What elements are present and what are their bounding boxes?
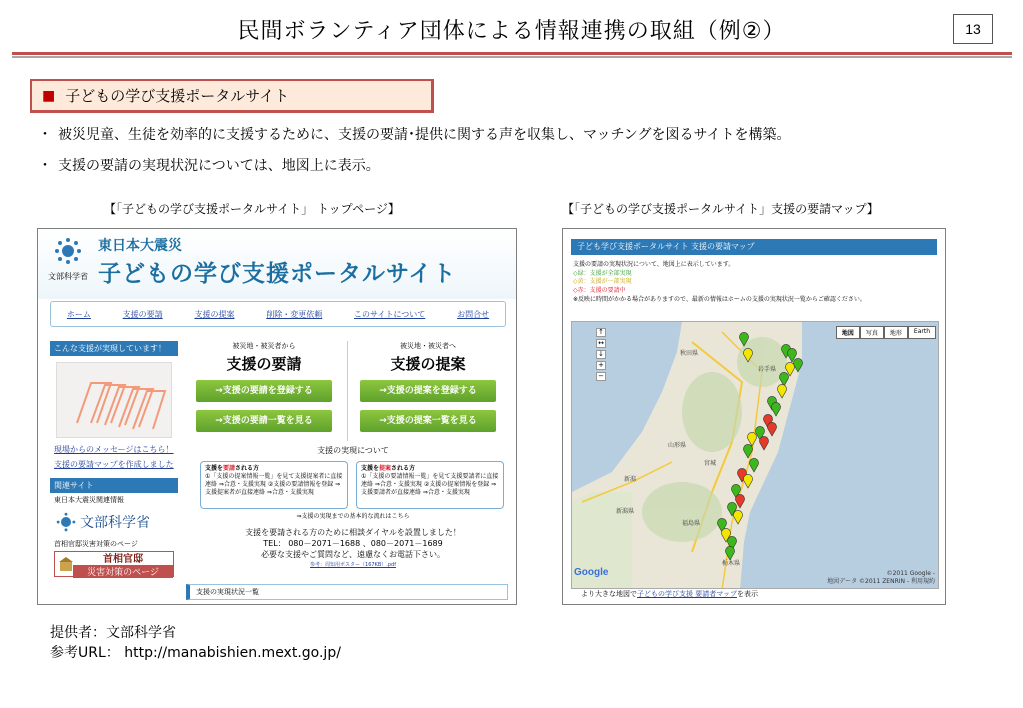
zoom-in-icon[interactable]: + [596,361,606,370]
column-divider [347,341,348,441]
offer-flow-body: ①「支援の要請情報一覧」を見て支援要請者に直接連絡 ⇒合意・支援実現 ②支援の提案情報を登録 ⇒ 支援要請者が直接連絡 ⇒合意・支援実現 [361,473,499,497]
list-offer-button[interactable]: →支援の提案一覧を見る [360,410,496,432]
map-place-label: 栃木県 [722,560,741,567]
related-sites-heading: 関連サイト [50,478,178,493]
map-marker-green[interactable] [794,358,803,372]
map-marker-red[interactable] [760,436,769,450]
mext-emblem-icon [56,512,76,532]
offer-column-sub: 被災地・被災者へ [400,342,456,350]
map-place-label: 新潟 [624,476,637,483]
consult-line-3: 必要な支援やご質問など、遠慮なくお電話下さい。 [261,550,445,560]
portal-top-page-screenshot [37,228,517,605]
map-copyright: ©2011 Google - 地図データ ©2011 ZENRIN - 利用規約 [827,570,935,586]
nav-request[interactable]: 支援の要請 [122,309,163,319]
nav-about[interactable]: このサイトについて [354,309,426,319]
request-flow-box [200,461,348,509]
mext-logo-icon [54,237,82,265]
request-flow-head: 支援を要請される方 [205,465,260,472]
section-heading [30,79,434,113]
messages-link[interactable]: 現場からのメッセージはこちら！ [54,445,174,454]
nav-contact[interactable]: お問合せ [457,309,490,319]
caption-top-page: 【「子どもの学び支援ポータルサイト」 トップページ】 [104,202,400,216]
caption-map-page: 【「子どもの学び支援ポータルサイト」支援の要請マップ】 [562,202,879,216]
pan-left-right-icon[interactable]: ↔ [596,339,606,348]
map-marker-red[interactable] [736,494,745,508]
mext-banner-text: 文部科学省 [80,515,150,531]
legend-red: ◇赤：支援の要請中 [573,287,626,295]
map-place-label: 福島県 [682,520,701,527]
map-marker-yellow[interactable] [744,474,753,488]
register-request-button[interactable]: →支援の要請を登録する [196,380,332,402]
map-marker-yellow[interactable] [734,510,743,524]
portal-org-label: 文部科学省 [48,272,88,281]
request-flow-body: ①「支援の提案情報一覧」を見て支援提案者に直接連絡 ⇒合意・支援実現 ②支援の要請情報を登録 ⇒ 支援提案者が直接連絡 ⇒合意・支援実現 [205,473,343,497]
related-note: 東日本大震災関連情報 [54,496,124,504]
hurdles-image-icon [57,363,171,438]
map-marker-green[interactable] [726,546,735,560]
bullet-item [38,124,790,144]
kantei-banner[interactable] [54,551,174,577]
status-list-bar: 支援の実現状況一覧 [186,584,508,600]
tohoku-map[interactable] [571,321,939,589]
map-intro-text: 支援の要請の実現状況について、地図上に表示しています。 [573,261,735,268]
nav-offer[interactable]: 支援の提案 [194,309,235,319]
map-marker-green[interactable] [772,402,781,416]
map-marker-green[interactable] [750,458,759,472]
map-marker-yellow[interactable] [748,432,757,446]
portal-header [38,229,516,299]
tab-terrain[interactable]: 地形 [884,326,908,339]
nav-home[interactable]: ホーム [66,309,91,319]
consult-dial [198,527,508,561]
map-place-label: 山形県 [668,442,687,449]
legend-yellow: ◇黄：支援が一部実現 [573,278,632,286]
tab-photo[interactable]: 写真 [860,326,884,339]
map-marker-yellow[interactable] [778,384,787,398]
page-number: 13 [953,14,993,44]
section-heading-text: 子どもの学び支援ポータルサイト [65,87,290,105]
mext-banner[interactable] [56,509,172,535]
map-place-label: 岩手県 [758,366,777,373]
consult-line-2: TEL： 080－2071－1688 、080－2071－1689 [263,539,443,549]
offer-flow-box [356,461,504,509]
bullet-item [38,155,380,175]
title-divider-shadow [12,56,1012,58]
offer-column-title: 支援の提案 [390,355,466,373]
larger-map-link[interactable]: 子どもの学び支援 要請者マップ [637,590,737,598]
google-logo: Google [574,567,609,578]
bullet-mark: ・ [38,158,52,174]
reference-url[interactable]: 参考URL： http://manabishien.mext.go.jp/ [50,645,341,661]
nav-edit[interactable]: 削除・変更依頼 [266,309,323,319]
portal-site-title: 子どもの学び支援ポータルサイト [98,261,457,287]
register-offer-button[interactable]: →支援の提案を登録する [360,380,496,402]
bullet-text: 支援の要請の実現状況については、地図上に表示。 [58,158,380,174]
map-place-label: 新潟県 [616,508,635,515]
map-place-label: 宮城 [704,460,717,467]
portal-nav [50,301,506,327]
map-marker-red[interactable] [768,422,777,436]
consult-line-1: 支援を要請される方のために相談ダイヤルを設置しました！ [245,528,461,537]
sidebar-heading: こんな支援が実現しています！ [50,341,178,356]
pan-down-icon[interactable]: ↓ [596,350,606,359]
offer-flow-head: 支援を提案される方 [361,465,416,472]
zoom-out-icon[interactable]: − [596,372,606,381]
request-column-title: 支援の要請 [226,355,302,373]
request-map-screenshot [562,228,946,605]
provider-credit: 提供者：文部科学省 [50,625,176,641]
title-divider [12,52,1012,55]
slide-title: 民間ボランティア団体による情報連携の取組（例②） [237,19,786,44]
square-bullet-icon: ■ [42,87,56,104]
map-marker-yellow[interactable] [744,348,753,362]
support-photo [56,362,172,438]
map-page-header: 子ども学び支援ポータルサイト 支援の要請マップ [571,239,937,255]
kantei-note: 首相官邸災害対策のページ [54,540,138,548]
portal-subtitle: 東日本大震災 [98,238,182,254]
flow-link[interactable]: ⇒支援の実現までの基本的な流れはこちら [296,513,410,520]
request-map-link[interactable]: 支援の要請マップを作成しました [54,460,174,469]
map-marker-green[interactable] [744,444,753,458]
kantei-subtitle: 災害対策のページ [73,565,173,578]
map-footer: より大きな地図で子どもの学び支援 要請者マップを表示 [581,590,758,598]
list-request-button[interactable]: →支援の要請一覧を見る [196,410,332,432]
offer-column [358,341,498,440]
request-column-sub: 被災地・被災者から [232,342,296,350]
map-place-label: 秋田県 [680,350,699,357]
kantei-building-icon [59,556,73,572]
map-page-intro [573,261,933,304]
legend-green: ◇緑：支援が全部実現 [573,269,632,277]
map-marker-green[interactable] [780,372,789,386]
marker-layer [572,322,939,589]
pan-up-icon[interactable]: ↑ [596,328,606,337]
bullet-text: 被災児童、生徒を効率的に支援するために、支援の要請･提供に関する声を収集し、マッチングを図るサイトを構築。 [58,127,791,143]
poster-link[interactable]: 参考：周知用ポスター（167KB）.pdf [310,562,396,568]
map-marker-green[interactable] [740,332,749,346]
portal-sidebar [50,341,178,579]
tab-earth[interactable]: Earth [908,326,936,339]
bullet-mark: ・ [38,127,52,143]
status-title: 支援の実現について [317,446,389,455]
kantei-title: 首相官邸 [103,554,143,565]
map-note: ※反映に時間がかかる場合がありますので、最新の情報はホームの支援の実現状況一覧からご確認ください。 [573,295,866,303]
request-column [194,341,334,440]
tab-map[interactable]: 地図 [836,326,860,339]
